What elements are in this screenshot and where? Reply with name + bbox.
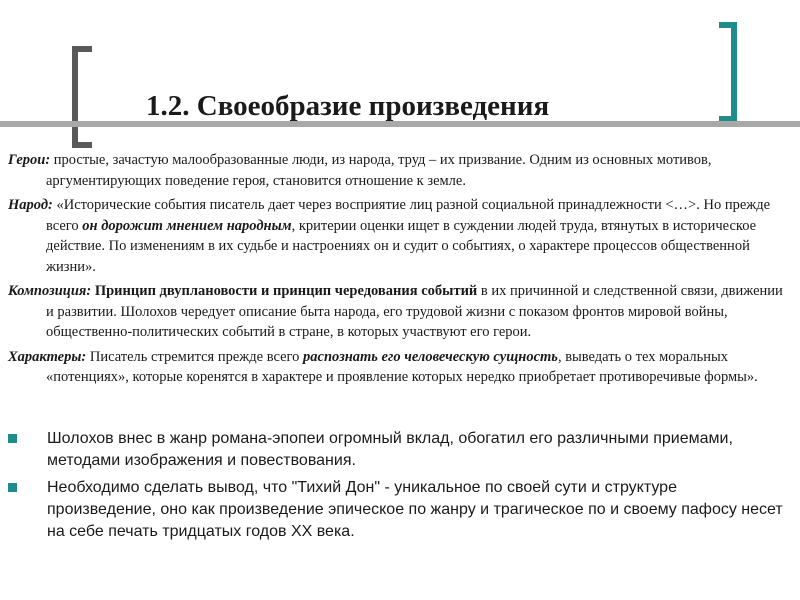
people-text-1: «Исторические события писатель дает через восприятие лиц разной социальной принадлежности <…>. Но прежде всего	[46, 197, 771, 234]
term-characters: Характеры:	[8, 348, 87, 365]
paragraph-heroes	[8, 150, 788, 191]
slide-title: 1.2. Своеобразие произведения	[146, 90, 550, 122]
list-item	[8, 428, 788, 472]
term-heroes: Герои:	[8, 152, 51, 168]
people-emphasis: он дорожит мнением народным	[82, 217, 292, 234]
characters-text-2: , выведать о тех моральных «потенциях», которые коренятся в характере и проявление которых нередко приобретает противоречивые формы».	[46, 348, 758, 385]
left-bracket-decoration	[72, 46, 92, 148]
composition-text-3: Шолохов чередует описание быта народа, его трудовой жизни с показом фронтов мировой войны, общественно-политических событий в стране, в которых участвуют его герои.	[46, 303, 728, 340]
composition-bold-1: Принцип двуплановости	[91, 283, 258, 299]
bullet-list	[8, 428, 788, 548]
paragraph-people	[8, 195, 788, 277]
characters-emphasis: распознать его человеческую сущность	[303, 348, 558, 365]
right-bracket-decoration	[719, 22, 737, 122]
people-text-2: , критерии оценки ищет в суждении людей труда, втянутых в историческое действие. По изменениям в их судьбе и настроениях он и судит о событиях, о характере процессов общественной жизни».	[46, 217, 757, 275]
square-bullet-icon	[8, 483, 17, 492]
term-composition: Композиция:	[8, 283, 92, 299]
composition-text-1: и	[257, 283, 273, 299]
list-item	[8, 477, 788, 543]
composition-text-2: в их причинной и следственной связи, движении и развитии.	[46, 283, 783, 320]
bullet-text: Шолохов внес в жанр романа-эпопеи огромный вклад, обогатил его различными приемами, методами изображения и повествования.	[47, 430, 733, 469]
characters-text-1: Писатель стремится прежде всего	[86, 348, 304, 365]
term-people: Народ:	[8, 197, 53, 213]
heroes-text: простые, зачастую малообразованные люди, из народа, труд – их призвание. Одним из основных мотивов, аргументирующих поведение героя, становится отношение к земле.	[46, 152, 712, 189]
square-bullet-icon	[8, 434, 17, 443]
bullet-text: Необходимо сделать вывод, что "Тихий Дон" - уникальное по своей сути и структуре произведение, оно как произведение эпическое по жанру и трагическое по и своему пафосу несет на себе печать тридцатых годов XX века.	[47, 479, 783, 540]
composition-bold-2: принцип чередования событий	[272, 283, 478, 299]
paragraph-characters	[8, 347, 788, 388]
paragraph-composition	[8, 281, 788, 343]
slide-body	[8, 150, 788, 392]
